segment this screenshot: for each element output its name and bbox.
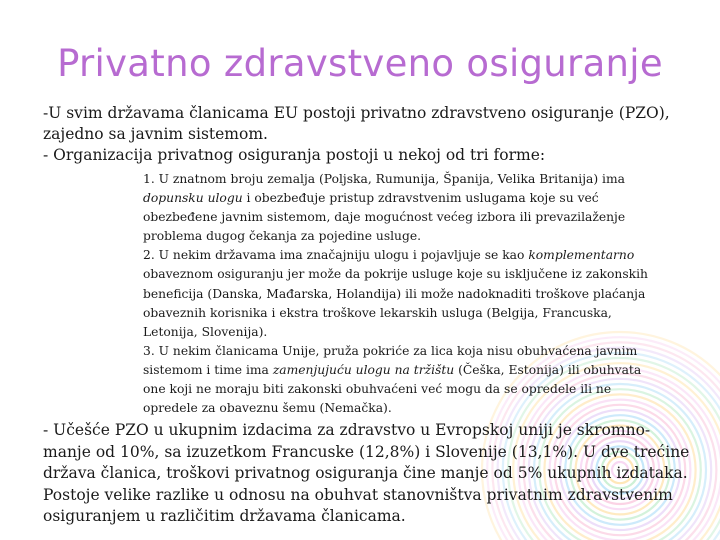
slide-title: Privatno zdravstveno osiguranje (57, 42, 663, 85)
form-1-text-cont: i obezbeđuje pristup zdravstvenim uslugama koje su već obezbeđene javnim sistemom, daje mogućnost većeg izbora ili prevazilaženje problema dugog čekanja za pojedine usluge. (143, 191, 626, 244)
form-item-2 (143, 246, 663, 341)
form-2-text-cont: obaveznom osiguranju jer može da pokrije usluge koje su isključene iz zakonskih beneficija (Danska, Mađarska, Holandija) ili može nadoknaditi troškove plaćanja obaveznih korisnika i ekstra troškove lekarskih usluga (Belgija, Francuska, Letonija, Slovenija). (143, 267, 648, 339)
form-1-text: 1. U znatnom broju zemalja (Poljska, Rumunija, Španija, Velika Britanija) ima (143, 172, 625, 186)
outro-text (43, 420, 693, 528)
forms-list (143, 170, 663, 418)
intro-line-1: -U svim državama članicama EU postoji privatno zdravstveno osiguranje (PZO), zajedno sa javnim sistemom. (43, 104, 670, 143)
outro-paragraph: - Učešće PZO u ukupnim izdacima za zdravstvo u Evropskoj uniji je skromno-manje od 10%, sa izuzetkom Francuske (12,8%) i Slovenije (13,1%). U dve trećine država članica, troškovi privatnog osiguranja čine manje od 5% ukupnih izdataka. Postoje velike razlike u odnosu na obuhvat stanovništva privatnim zdravstvenim osiguranjem u različitim državama članicama. (43, 421, 690, 525)
form-item-1 (143, 170, 663, 246)
intro-text (43, 103, 693, 166)
intro-line-2: - Organizacija privatnog osiguranja postoji u nekoj od tri forme: (43, 146, 546, 164)
form-item-3 (143, 342, 663, 418)
form-2-emphasis: komplementarno (528, 248, 635, 263)
form-3-text: 3. U nekim članicama Unije, pruža pokriće za lica koja nisu obuhvaćena javnim sistemom i time ima (143, 343, 638, 377)
form-1-emphasis: dopunsku ulogu (143, 191, 243, 206)
form-3-text-cont: (Češka, Estonija) ili obuhvata one koji ne moraju biti zakonski obuhvaćeni već mogu da se opredele ili ne opredele za obaveznu šemu (Nemačka). (143, 362, 642, 416)
form-3-emphasis: zamenjujuću ulogu na tržištu (272, 362, 455, 377)
form-2-text: 2. U nekim državama ima značajniju ulogu i pojavljuje se kao (143, 248, 529, 263)
